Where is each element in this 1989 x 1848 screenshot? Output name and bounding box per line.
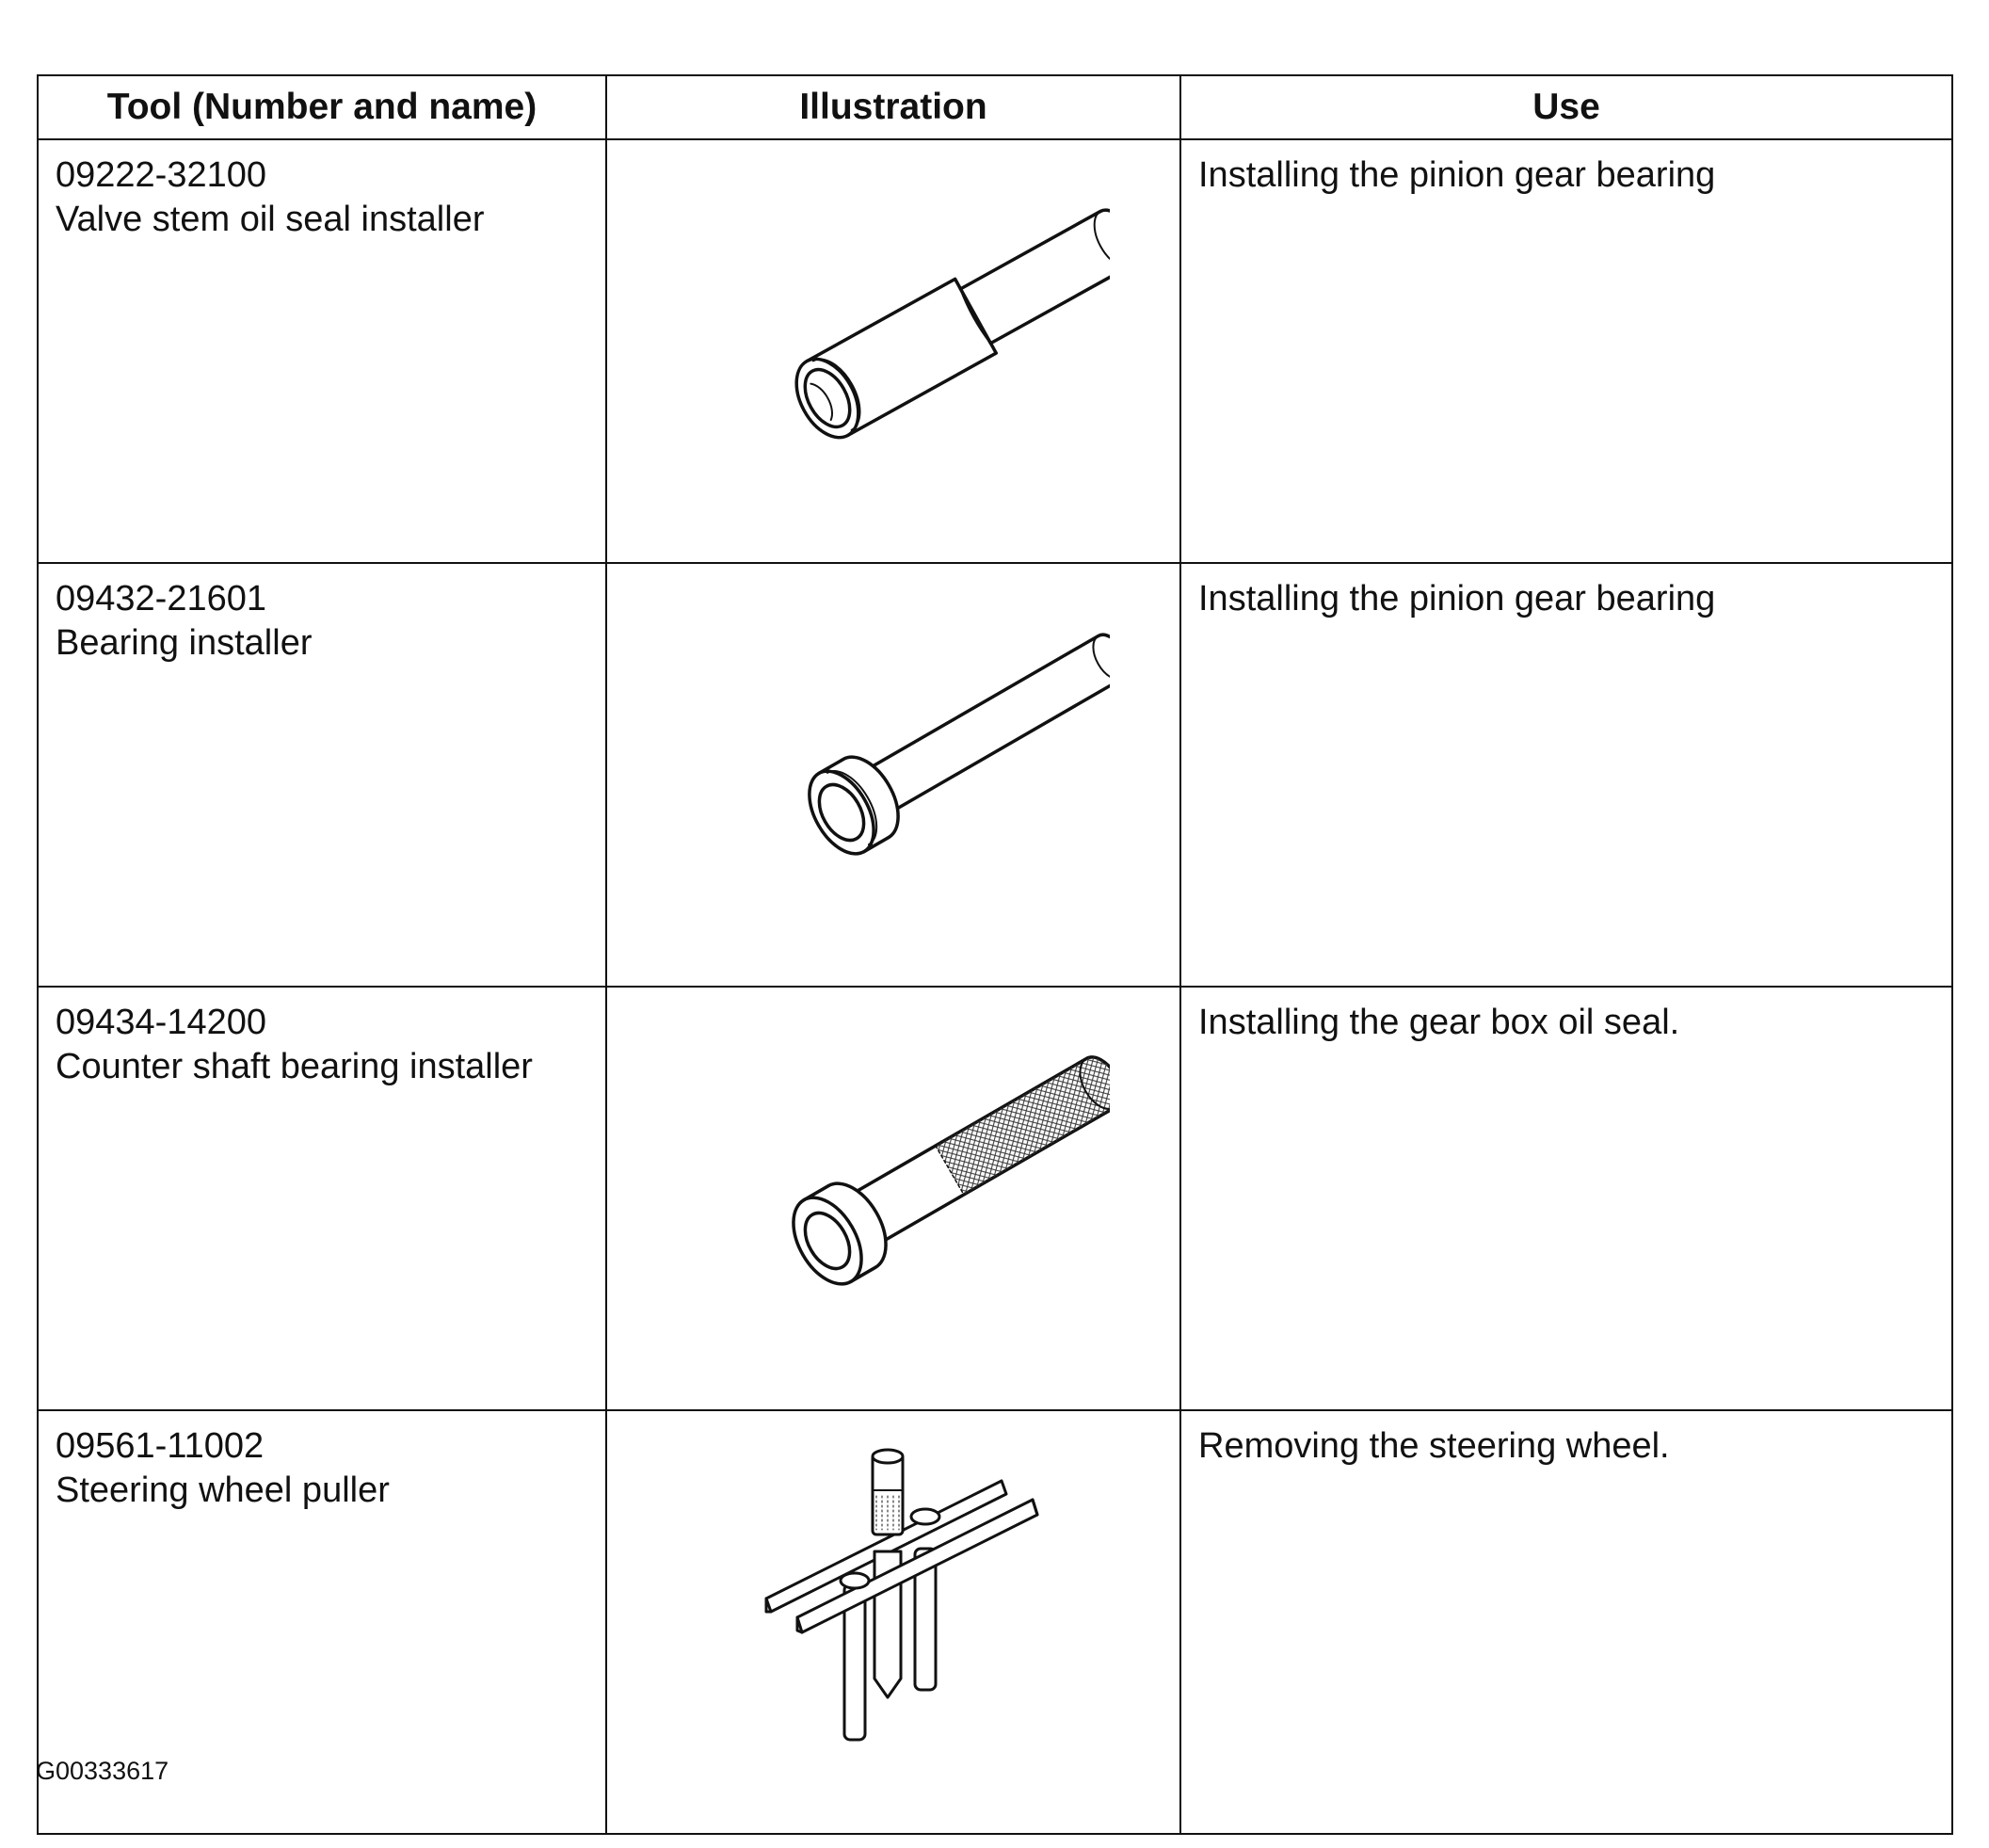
table-row bbox=[38, 987, 1952, 1410]
tool-cell bbox=[38, 563, 606, 987]
use-cell: Installing the gear box oil seal. bbox=[1180, 987, 1952, 1410]
illustration-cell bbox=[606, 987, 1180, 1410]
tool-number: 09561-11002 bbox=[56, 1426, 265, 1466]
table-row bbox=[38, 563, 1952, 987]
table-row bbox=[38, 139, 1952, 563]
tool-name: Counter shaft bearing installer bbox=[56, 1047, 533, 1086]
bearing-installer-icon bbox=[677, 577, 1110, 916]
use-cell: Installing the pinion gear bearing bbox=[1180, 139, 1952, 563]
valve-stem-oil-seal-installer-icon bbox=[677, 153, 1110, 492]
tool-name: Steering wheel puller bbox=[56, 1470, 390, 1510]
illustration-cell bbox=[606, 139, 1180, 563]
use-cell: Removing the steering wheel. bbox=[1180, 1410, 1952, 1834]
figure-id: G00333617 bbox=[36, 1757, 169, 1785]
tool-number: 09434-14200 bbox=[56, 1003, 266, 1042]
tool-cell bbox=[38, 139, 606, 563]
tool-number: 09432-21601 bbox=[56, 579, 266, 619]
counter-shaft-bearing-installer-icon bbox=[677, 1001, 1110, 1340]
illustration-cell bbox=[606, 563, 1180, 987]
illustration-cell bbox=[606, 1410, 1180, 1834]
tool-name: Bearing installer bbox=[56, 623, 313, 663]
header-use: Use bbox=[1180, 75, 1952, 139]
tool-cell bbox=[38, 987, 606, 1410]
tool-number: 09222-32100 bbox=[56, 155, 266, 195]
use-cell: Installing the pinion gear bearing bbox=[1180, 563, 1952, 987]
table-row bbox=[38, 1410, 1952, 1834]
header-row bbox=[38, 75, 1952, 139]
header-tool: Tool (Number and name) bbox=[38, 75, 606, 139]
steering-wheel-puller-icon bbox=[677, 1424, 1110, 1763]
special-tools-table bbox=[37, 74, 1953, 1835]
header-illustration: Illustration bbox=[606, 75, 1180, 139]
tool-name: Valve stem oil seal installer bbox=[56, 200, 485, 239]
